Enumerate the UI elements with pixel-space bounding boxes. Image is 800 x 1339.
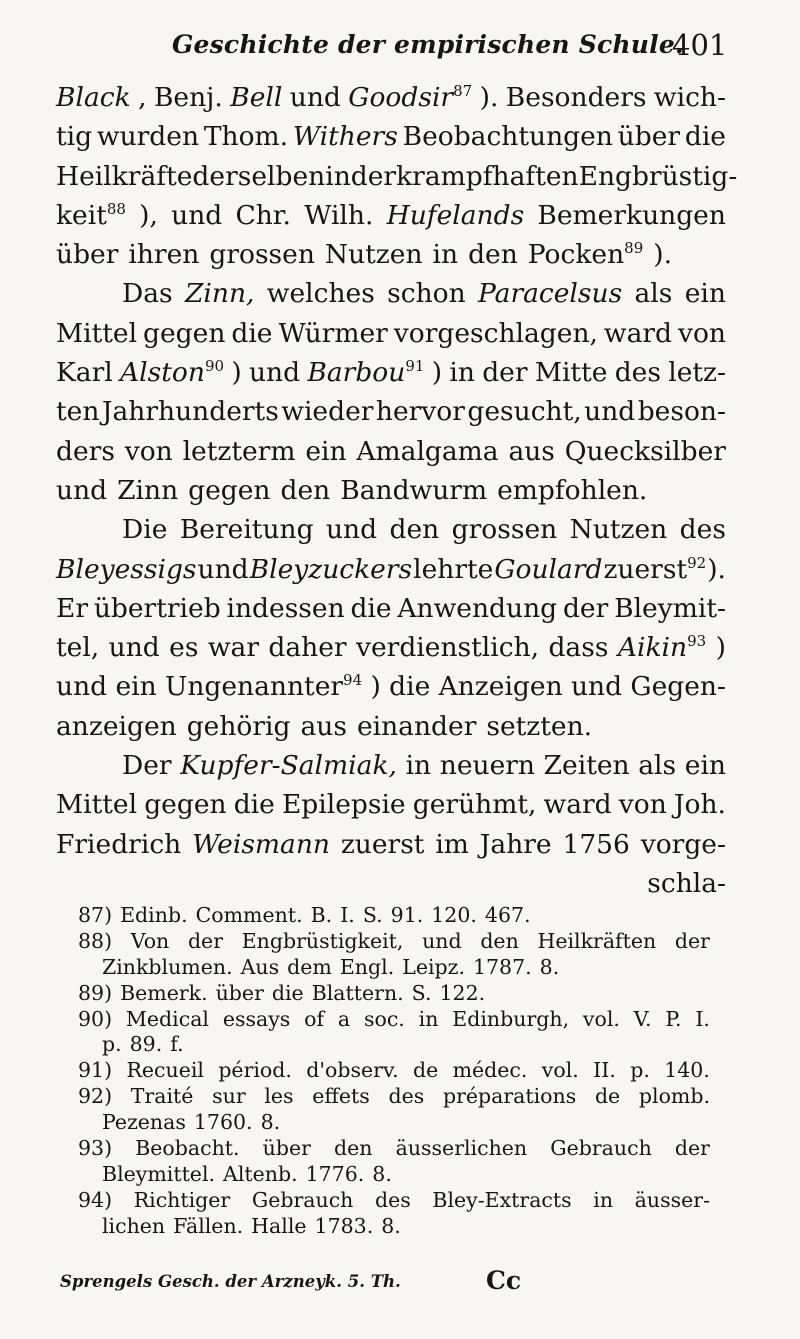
word: Anwendung bbox=[397, 592, 558, 624]
word: krampfhaften bbox=[396, 160, 579, 192]
word: ) bbox=[431, 357, 443, 389]
text-line bbox=[56, 117, 726, 156]
footnote-ref: 91 bbox=[405, 357, 425, 376]
text-line bbox=[56, 550, 726, 589]
word: den bbox=[468, 239, 518, 271]
word: Bandwurm bbox=[340, 474, 488, 506]
page-number: 401 bbox=[672, 28, 728, 62]
word: der bbox=[562, 592, 609, 624]
word: ein bbox=[684, 750, 726, 782]
word: p. bbox=[630, 1058, 650, 1083]
word-with-ref bbox=[165, 667, 362, 706]
word: die bbox=[231, 317, 273, 349]
word: im bbox=[435, 828, 469, 860]
word: und bbox=[584, 396, 636, 428]
word: Besonders bbox=[505, 82, 647, 113]
word: gerühmt, bbox=[412, 789, 537, 821]
word: ), bbox=[139, 199, 158, 231]
word: II. bbox=[593, 1058, 616, 1083]
word: in bbox=[593, 1187, 614, 1212]
word: B. bbox=[310, 903, 333, 927]
word: 90) bbox=[78, 1006, 113, 1031]
word: Engbrüstigkeit, bbox=[241, 928, 404, 953]
word: Kupfer-Salmiak, bbox=[180, 750, 397, 782]
word: aus bbox=[300, 710, 347, 742]
word: 88) bbox=[78, 928, 113, 953]
word: setzten. bbox=[486, 710, 593, 742]
text-line bbox=[56, 157, 738, 196]
text-line bbox=[56, 235, 726, 274]
word: 93) bbox=[78, 1136, 113, 1161]
text-line bbox=[56, 864, 726, 903]
word: tig bbox=[56, 121, 93, 153]
word: wich- bbox=[653, 82, 726, 113]
word: Paracelsus bbox=[478, 278, 623, 310]
word: die bbox=[389, 671, 431, 703]
word: Goodsir bbox=[348, 82, 454, 113]
word: Barbou bbox=[307, 357, 406, 389]
word: Engl. bbox=[339, 954, 395, 979]
word: und bbox=[56, 474, 108, 506]
footnote-ref: 90 bbox=[204, 357, 225, 376]
word: ). bbox=[653, 239, 673, 271]
word: Wilh. bbox=[304, 199, 374, 231]
word: of bbox=[304, 1006, 325, 1031]
word: Alston bbox=[120, 357, 205, 389]
word: Ungenannter bbox=[165, 671, 344, 703]
word: Withers bbox=[292, 121, 398, 153]
word: 8. bbox=[381, 1213, 401, 1238]
word: Black bbox=[56, 82, 131, 113]
word: Pezenas bbox=[102, 1110, 186, 1135]
word: Goulard bbox=[494, 553, 603, 585]
word-with-ref bbox=[120, 353, 224, 392]
text-line bbox=[56, 825, 726, 864]
word: vol. bbox=[582, 1006, 620, 1031]
footnote-line bbox=[78, 903, 710, 929]
word: Bell bbox=[230, 82, 283, 113]
word: effets bbox=[312, 1084, 370, 1109]
footnote-ref: 94 bbox=[343, 671, 363, 690]
word: und bbox=[422, 928, 462, 953]
footnote-line bbox=[78, 1188, 710, 1214]
word: gehörig bbox=[186, 710, 291, 742]
word: keit bbox=[56, 199, 107, 231]
running-title: Geschichte der empirischen Schule. bbox=[172, 30, 684, 59]
text-line bbox=[56, 432, 726, 471]
word: 8. bbox=[372, 1161, 392, 1186]
word: übertrieb bbox=[93, 592, 221, 624]
footnote-line bbox=[78, 929, 710, 955]
word: von bbox=[677, 317, 726, 349]
word: Beobachtungen bbox=[402, 121, 613, 153]
footnote-line bbox=[78, 1136, 710, 1162]
word: 1776. bbox=[305, 1161, 365, 1186]
word: Friedrich bbox=[56, 828, 182, 860]
word: schon bbox=[387, 278, 466, 310]
word: daher bbox=[268, 632, 347, 664]
word: des bbox=[388, 1084, 425, 1109]
word: vorge- bbox=[640, 828, 726, 860]
word: p. bbox=[102, 1032, 122, 1057]
word: Bereitung bbox=[179, 514, 314, 546]
word: Aus bbox=[240, 954, 280, 979]
word: vol. bbox=[541, 1058, 579, 1083]
word: de bbox=[412, 1058, 439, 1083]
word: Edinb. bbox=[120, 903, 188, 927]
word: des bbox=[679, 514, 726, 546]
word: Mittel bbox=[56, 317, 138, 349]
text-line bbox=[56, 628, 726, 667]
word: 1787. bbox=[472, 954, 532, 979]
word: ) bbox=[370, 671, 381, 703]
word: in bbox=[325, 160, 351, 192]
word: der bbox=[674, 1136, 710, 1161]
word: der bbox=[187, 928, 223, 953]
word: Zinn, bbox=[184, 278, 255, 310]
word: Anzeigen bbox=[438, 671, 563, 703]
footnote-line bbox=[78, 1214, 710, 1240]
word: Nutzen bbox=[324, 239, 423, 271]
word: 91. bbox=[390, 903, 424, 927]
word: tel, bbox=[56, 632, 100, 664]
footnote-line bbox=[78, 1162, 710, 1188]
word: Epilepsie bbox=[281, 789, 406, 821]
word: Mittel bbox=[56, 789, 138, 821]
word: Quecksilber bbox=[564, 435, 726, 467]
word: I. bbox=[340, 903, 355, 927]
word: und bbox=[56, 671, 108, 703]
word: 87) bbox=[78, 903, 113, 927]
word: 92) bbox=[78, 1084, 113, 1109]
word: Karl bbox=[56, 357, 113, 389]
word: welches bbox=[266, 278, 375, 310]
word: ten bbox=[56, 396, 100, 428]
word: ). bbox=[707, 553, 726, 585]
word: Jahrhunderts bbox=[101, 396, 279, 428]
word: Bleyzuckers bbox=[249, 553, 413, 585]
word: sur bbox=[212, 1084, 246, 1109]
footnote-line bbox=[78, 1058, 710, 1084]
word: und bbox=[289, 82, 341, 113]
word: soc. bbox=[363, 1006, 405, 1031]
word: 1760. bbox=[193, 1110, 253, 1135]
word: Pocken bbox=[527, 239, 625, 271]
word: der bbox=[482, 357, 528, 389]
word: Gebrauch bbox=[550, 1136, 652, 1161]
word: von bbox=[124, 435, 173, 467]
word: über bbox=[262, 1136, 311, 1161]
word: ein bbox=[115, 671, 157, 703]
word: Hufelands bbox=[386, 199, 525, 231]
word: über bbox=[56, 239, 119, 271]
word: f. bbox=[170, 1032, 184, 1057]
word: lehrte bbox=[413, 553, 494, 585]
text-line bbox=[56, 471, 726, 510]
word-with-ref bbox=[528, 235, 643, 274]
word: plomb. bbox=[638, 1084, 710, 1109]
word: die bbox=[271, 980, 304, 1005]
word: gesucht, bbox=[467, 396, 582, 428]
word: 122. bbox=[439, 980, 486, 1005]
word: empfohlen. bbox=[497, 474, 648, 506]
word: hervor bbox=[375, 396, 465, 428]
footnotes bbox=[78, 903, 710, 1240]
word: Weismann bbox=[192, 828, 330, 860]
word: Fällen. bbox=[173, 1213, 244, 1238]
word: 89. bbox=[129, 1032, 163, 1057]
word: Gebrauch bbox=[251, 1187, 354, 1212]
word: dass bbox=[548, 632, 609, 664]
word: gegen bbox=[188, 474, 271, 506]
word: Halle bbox=[251, 1213, 307, 1238]
word: Das bbox=[122, 278, 173, 310]
word: Zinn bbox=[117, 474, 179, 506]
word: wurden bbox=[96, 121, 200, 153]
word: die bbox=[684, 121, 726, 153]
word: Gegen- bbox=[630, 671, 726, 703]
word: und bbox=[197, 553, 249, 585]
word: 8. bbox=[539, 954, 560, 979]
word: Richtiger bbox=[133, 1187, 231, 1212]
word: über bbox=[215, 980, 264, 1005]
text-line bbox=[56, 314, 726, 353]
word: vorgeschlagen, bbox=[393, 317, 598, 349]
word: gegen bbox=[143, 317, 226, 349]
word: wieder bbox=[281, 396, 374, 428]
word-with-ref bbox=[618, 628, 706, 667]
word: Jahre bbox=[479, 828, 552, 860]
word: ward bbox=[603, 317, 673, 349]
word: médec. bbox=[452, 1058, 528, 1083]
word: a bbox=[337, 1006, 351, 1031]
word-with-ref bbox=[603, 550, 706, 589]
word: derselben bbox=[192, 160, 326, 192]
word: S. bbox=[411, 980, 432, 1005]
word: letzterm bbox=[182, 435, 296, 467]
word: ders bbox=[56, 435, 115, 467]
word: grossen bbox=[209, 239, 315, 271]
word: 140. bbox=[664, 1058, 710, 1083]
word: als bbox=[634, 278, 673, 310]
word: neuern bbox=[439, 750, 535, 782]
word: 94) bbox=[78, 1187, 113, 1212]
word: Von bbox=[130, 928, 170, 953]
footnote-ref: 93 bbox=[687, 632, 707, 651]
word: zuerst bbox=[603, 553, 688, 585]
word: als bbox=[638, 750, 677, 782]
word: V. bbox=[633, 1006, 652, 1031]
word: Bleymit- bbox=[614, 592, 726, 624]
word: und bbox=[248, 357, 301, 389]
word: ward bbox=[543, 789, 612, 821]
footnote-line bbox=[78, 1032, 710, 1058]
word: Aikin bbox=[617, 632, 688, 664]
word: der bbox=[350, 160, 397, 192]
word: préparations bbox=[442, 1084, 577, 1109]
word: und bbox=[171, 199, 223, 231]
word: ) bbox=[231, 357, 242, 389]
text-line bbox=[56, 589, 726, 628]
word: 1756 bbox=[562, 828, 630, 860]
text-line bbox=[56, 510, 726, 549]
text-line bbox=[56, 274, 726, 313]
word: Zinkblumen. bbox=[102, 954, 233, 979]
word: lichen bbox=[102, 1213, 166, 1238]
word: letz- bbox=[668, 357, 726, 389]
word: schla- bbox=[647, 867, 726, 899]
word: 1783. bbox=[314, 1213, 374, 1238]
footnote-ref: 87 bbox=[453, 82, 473, 100]
word: 467. bbox=[484, 903, 531, 927]
word: Bley-Extracts bbox=[432, 1187, 572, 1212]
word: dem bbox=[287, 954, 332, 979]
word: war bbox=[207, 632, 260, 664]
word: Edinburgh, bbox=[452, 1006, 570, 1031]
word: 120. bbox=[431, 903, 477, 927]
word: , bbox=[138, 82, 147, 113]
word: Thom. bbox=[203, 121, 289, 153]
word: beson- bbox=[637, 396, 726, 428]
word: 89) bbox=[78, 980, 113, 1005]
word: den bbox=[480, 928, 519, 953]
word: les bbox=[264, 1084, 294, 1109]
word: des bbox=[375, 1187, 411, 1212]
word: Comment. bbox=[195, 903, 303, 927]
word: die bbox=[350, 592, 392, 624]
footnote-line bbox=[78, 981, 710, 1007]
word: Bleymittel. bbox=[102, 1161, 216, 1186]
word: Der bbox=[122, 750, 172, 782]
word: Altenb. bbox=[223, 1161, 298, 1186]
word: Bemerkungen bbox=[537, 199, 726, 231]
text-line bbox=[56, 667, 726, 706]
word: Recueil bbox=[126, 1058, 204, 1083]
word: es bbox=[169, 632, 199, 664]
word: äusserlichen bbox=[395, 1136, 528, 1161]
word: Würmer bbox=[278, 317, 388, 349]
word: Nutzen bbox=[569, 514, 668, 546]
word: grossen bbox=[451, 514, 558, 546]
word: den bbox=[280, 474, 331, 506]
word: über bbox=[617, 121, 681, 153]
text-line bbox=[56, 353, 726, 392]
word: Medical bbox=[125, 1006, 209, 1031]
word: Blattern. bbox=[311, 980, 404, 1005]
word-with-ref bbox=[348, 78, 472, 117]
word: in bbox=[418, 1006, 439, 1031]
footnote-line bbox=[78, 955, 710, 981]
word: verdienstlich, bbox=[356, 632, 540, 664]
word: ). bbox=[479, 82, 499, 113]
word: 91) bbox=[78, 1058, 113, 1083]
word: und bbox=[570, 671, 623, 703]
word: Bemerk. bbox=[120, 980, 208, 1005]
word: einander bbox=[356, 710, 477, 742]
word: I. bbox=[695, 1006, 710, 1031]
footnote-line bbox=[78, 1110, 710, 1136]
body-text bbox=[56, 78, 738, 903]
word: Zeiten bbox=[543, 750, 630, 782]
word: ein bbox=[684, 278, 726, 310]
word: Chr. bbox=[235, 199, 291, 231]
word: Er bbox=[56, 592, 89, 624]
word: in bbox=[449, 357, 475, 389]
signature-text: Sprengels Gesch. der Arzneyk. 5. Th. bbox=[60, 1272, 401, 1291]
word: von bbox=[618, 789, 667, 821]
word: Die bbox=[122, 514, 168, 546]
word: Heilkräften bbox=[537, 928, 657, 953]
word: den bbox=[334, 1136, 373, 1161]
word: gegen bbox=[144, 789, 227, 821]
signature-line bbox=[60, 1266, 760, 1300]
text-line bbox=[56, 196, 726, 235]
word-with-ref bbox=[56, 196, 126, 235]
word: zuerst bbox=[340, 828, 425, 860]
word: anzeigen bbox=[56, 710, 177, 742]
word: Beobacht. bbox=[135, 1136, 240, 1161]
word: indessen bbox=[226, 592, 345, 624]
word: und bbox=[325, 514, 378, 546]
text-line bbox=[56, 746, 726, 785]
footnote-line bbox=[78, 1007, 710, 1033]
text-line bbox=[56, 707, 726, 746]
word: Heilkräfte bbox=[56, 160, 193, 192]
word: Mitte bbox=[534, 357, 608, 389]
text-line bbox=[56, 78, 726, 117]
word: und bbox=[108, 632, 160, 664]
word: ) bbox=[715, 632, 726, 664]
word: in bbox=[432, 239, 459, 271]
word: äusser- bbox=[634, 1187, 710, 1212]
word: des bbox=[614, 357, 661, 389]
footnote-ref: 88 bbox=[106, 199, 126, 218]
word-with-ref bbox=[307, 353, 424, 392]
text-line bbox=[56, 392, 726, 431]
word: den bbox=[389, 514, 440, 546]
word: Leipz. bbox=[402, 954, 465, 979]
word: d'observ. bbox=[306, 1058, 399, 1083]
word: der bbox=[674, 928, 710, 953]
word: périod. bbox=[218, 1058, 292, 1083]
word: Bleyessigs bbox=[56, 553, 197, 585]
word: Traité bbox=[130, 1084, 194, 1109]
word: S. bbox=[362, 903, 383, 927]
signature-mark: Cc bbox=[486, 1266, 522, 1295]
word: ihren bbox=[128, 239, 200, 271]
word: aus bbox=[508, 435, 555, 467]
word: P. bbox=[665, 1006, 682, 1031]
word: in bbox=[405, 750, 432, 782]
text-line bbox=[56, 785, 726, 824]
page-header bbox=[0, 26, 800, 72]
word: Amalgama bbox=[356, 435, 499, 467]
word: Benj. bbox=[153, 82, 223, 113]
footnote-ref: 89 bbox=[624, 239, 644, 258]
word: essays bbox=[222, 1006, 291, 1031]
word: de bbox=[594, 1084, 621, 1109]
footnote-ref: 92 bbox=[687, 553, 707, 572]
word: ein bbox=[305, 435, 347, 467]
word: Joh. bbox=[673, 789, 726, 821]
word: die bbox=[233, 789, 275, 821]
word: 8. bbox=[260, 1110, 281, 1135]
footnote-line bbox=[78, 1084, 710, 1110]
word: Engbrüstig- bbox=[578, 160, 738, 192]
